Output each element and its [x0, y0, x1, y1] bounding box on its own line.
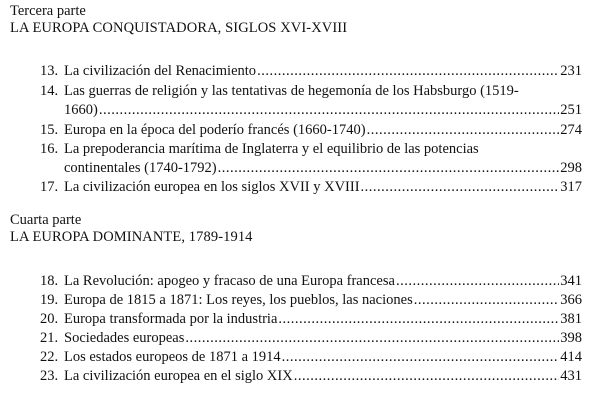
entry-page: 431	[560, 368, 582, 384]
entry-line-continued	[64, 159, 582, 177]
dot-leader	[367, 121, 560, 139]
dot-leader	[282, 348, 560, 366]
part-label: Cuarta parte	[10, 212, 82, 228]
entry-title: Sociedades europeas	[64, 330, 185, 346]
entry-number: 18.	[40, 273, 59, 289]
entry-page: 414	[560, 349, 582, 365]
entry-page: 381	[560, 311, 582, 327]
entry-line	[64, 140, 594, 158]
entry-number: 13.	[40, 63, 59, 79]
entry-line-continued	[64, 101, 582, 119]
entry-title: Los estados europeos de 1871 a 1914	[64, 349, 281, 365]
dot-leader	[99, 101, 559, 119]
entry-number: 20.	[40, 311, 59, 327]
entry-title: Europa de 1815 a 1871: Los reyes, los pueblos, las naciones	[64, 292, 413, 308]
entry-page: 341	[560, 273, 582, 289]
entry-number: 14.	[40, 83, 59, 99]
entry-page: 298	[560, 160, 582, 176]
entry-number: 23.	[40, 368, 59, 384]
entry-number: 17.	[40, 179, 59, 195]
entry-title: La prepoderancia marítima de Inglaterra y el equilibrio de las potencias	[64, 141, 479, 157]
entry-line	[64, 367, 582, 385]
dot-leader	[396, 272, 559, 290]
entry-page: 251	[560, 102, 582, 118]
part-title: LA EUROPA CONQUISTADORA, SIGLOS XVI-XVIII	[10, 20, 348, 36]
entry-line	[64, 121, 582, 139]
entry-number: 15.	[40, 122, 59, 138]
entry-title: La civilización europea en los siglos XVII y XVIII	[64, 179, 360, 195]
entry-page: 274	[560, 122, 582, 138]
entry-title: Europa transformada por la industria	[64, 311, 278, 327]
entry-line	[64, 291, 582, 309]
part-header-cuarta	[10, 212, 253, 246]
entry-number: 21.	[40, 330, 59, 346]
entry-line	[64, 82, 594, 100]
entry-number: 22.	[40, 349, 59, 365]
entry-title-continued: 1660)	[64, 102, 98, 118]
entry-title: La civilización europea en el siglo XIX	[64, 368, 293, 384]
dot-leader	[185, 329, 559, 347]
part-label: Tercera parte	[10, 3, 86, 19]
part-header-tercera	[10, 3, 347, 37]
entry-line	[64, 348, 582, 366]
entry-title: Las guerras de religión y las tentativas de hegemonía de los Habsburgo (1519-	[64, 83, 519, 99]
entry-number: 16.	[40, 141, 59, 157]
entry-page: 317	[560, 179, 582, 195]
entry-line	[64, 272, 582, 290]
entry-title-continued: continentales (1740-1792)	[64, 160, 217, 176]
entry-line	[64, 329, 582, 347]
entry-title: La civilización del Renacimiento	[64, 63, 257, 79]
dot-leader	[361, 178, 560, 196]
entry-title: Europa en la época del poderío francés (1660-1740)	[64, 122, 366, 138]
entry-page: 366	[560, 292, 582, 308]
entry-number: 19.	[40, 292, 59, 308]
dot-leader	[294, 367, 560, 385]
entry-page: 398	[560, 330, 582, 346]
entry-page: 231	[560, 63, 582, 79]
dot-leader	[278, 310, 559, 328]
entry-line	[64, 62, 582, 80]
dot-leader	[218, 159, 560, 177]
entry-title: La Revolución: apogeo y fracaso de una Europa francesa	[64, 273, 395, 289]
entry-line	[64, 310, 582, 328]
entry-line	[64, 178, 582, 196]
dot-leader	[257, 62, 559, 80]
dot-leader	[414, 291, 560, 309]
part-title: LA EUROPA DOMINANTE, 1789-1914	[10, 229, 253, 245]
